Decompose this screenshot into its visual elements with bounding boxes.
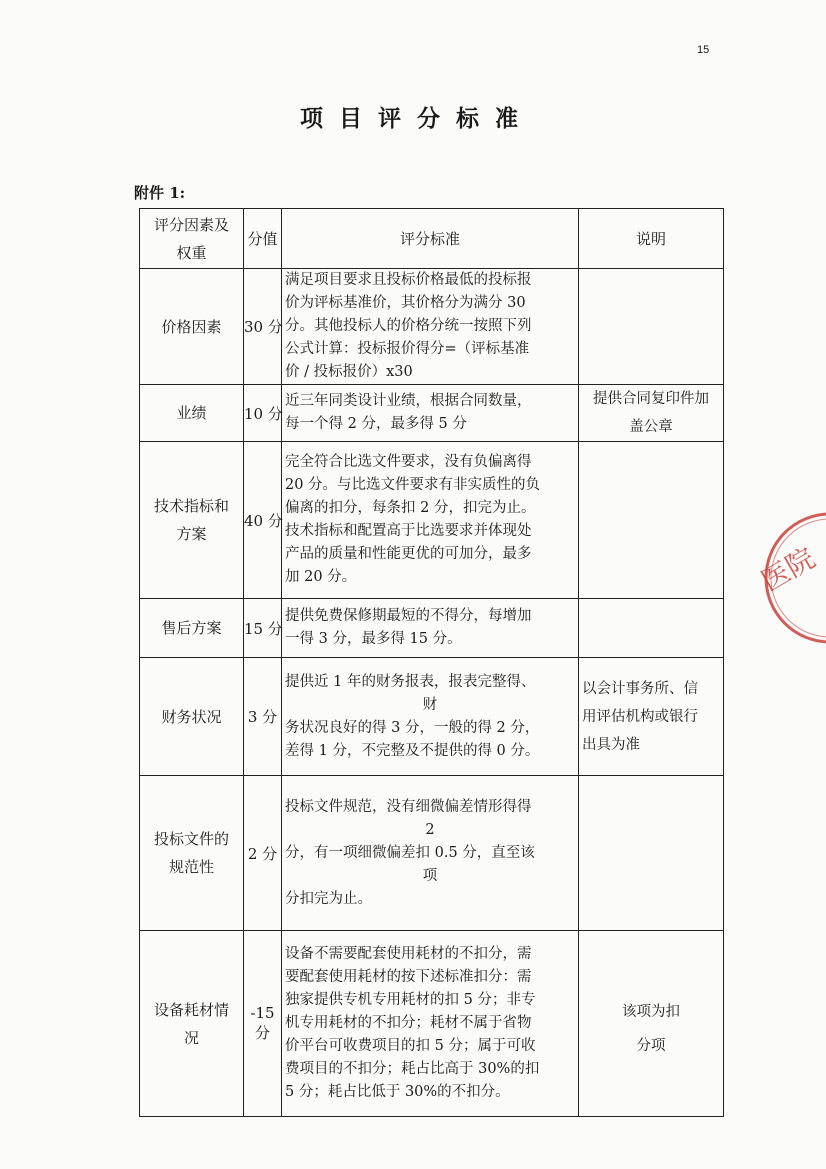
standard-cell-line: 务状况良好的得 3 分，一般的得 2 分， (285, 719, 540, 736)
standard-cell-line: 20 分。与比选文件要求有非实质性的负 (285, 477, 541, 493)
standard-cell-line: 满足项目要求且投标价格最低的投标报 (285, 272, 532, 288)
standard-cell-line: 独家提供专机专用耗材的扣 5 分；非专 (285, 992, 536, 1008)
note-cell-line: 该项为扣 (622, 1003, 680, 1020)
standard-cell-line: 差得 1 分，不完整及不提供的得 0 分。 (285, 742, 540, 759)
standard-cell-line: 分扣完为止。 (285, 890, 372, 907)
factor-cell (140, 442, 244, 599)
standard-cell-line: 公式计算：投标报价得分=（评标基准 (285, 341, 530, 357)
header-standard: 评分标准 (282, 209, 579, 269)
note-cell-line: 出具为准 (582, 736, 640, 753)
score-cell (244, 385, 282, 442)
factor-cell (140, 385, 244, 442)
table-row (140, 385, 724, 442)
standard-cell-line: 价为评标基准价，其价格分为满分 30 (285, 295, 526, 311)
note-cell-line: 以会计事务所、信 (582, 680, 698, 697)
score-cell-line: 分 (254, 1024, 270, 1042)
standard-cell-line: 完全符合比选文件要求，没有负偏离得 (285, 454, 532, 470)
header-note: 说明 (579, 209, 724, 269)
factor-cell-line: 规范性 (168, 858, 214, 876)
factor-cell-line: 业绩 (176, 404, 207, 422)
standard-cell-line: 偏离的扣分，每条扣 2 分，扣完为止。 (285, 500, 536, 516)
score-cell-line: 40 分 (244, 511, 283, 530)
page-number: 15 (697, 44, 710, 56)
table-row (140, 442, 724, 599)
standard-cell-line: 加 20 分。 (285, 569, 357, 585)
standard-cell (282, 931, 579, 1117)
factor-cell-line: 投标文件的 (153, 830, 229, 848)
score-cell (244, 776, 282, 931)
standard-cell-line: 分，有一项细微偏差扣 0.5 分，直至该 (285, 844, 535, 861)
table-row (140, 599, 724, 658)
note-cell (579, 599, 724, 658)
standard-cell (282, 776, 579, 931)
table-header-row (140, 209, 724, 269)
standard-cell (282, 385, 579, 442)
scoring-table (139, 208, 724, 1117)
factor-cell (140, 269, 244, 385)
factor-cell-line: 方案 (176, 525, 207, 543)
note-cell-line: 用评估机构或银行 (582, 708, 698, 725)
factor-cell-line: 技术指标和 (153, 497, 229, 515)
factor-cell (140, 599, 244, 658)
standard-cell-line: 一得 3 分，最多得 15 分。 (285, 631, 462, 647)
standard-cell-line: 设备不需要配套使用耗材的不扣分，需 (285, 946, 532, 962)
standard-cell (282, 269, 579, 385)
factor-cell-line: 价格因素 (161, 317, 222, 336)
score-cell (244, 931, 282, 1117)
svg-text:医院: 医院 (755, 541, 821, 598)
note-cell (579, 269, 724, 385)
score-cell-line: 30 分 (244, 318, 283, 336)
standard-cell-line: 财 (422, 696, 438, 713)
note-cell-line: 提供合同复印件加 (593, 391, 709, 407)
table-row (140, 776, 724, 931)
factor-cell (140, 931, 244, 1117)
header-score: 分值 (244, 209, 282, 269)
factor-cell-line: 售后方案 (161, 619, 222, 637)
note-cell (579, 658, 724, 776)
standard-cell-line: 提供免费保修期最短的不得分，每增加 (285, 608, 532, 624)
standard-cell (282, 658, 579, 776)
standard-cell-line: 2 (425, 821, 435, 838)
note-cell (579, 385, 724, 442)
standard-cell (282, 599, 579, 658)
standard-cell-line: 每一个得 2 分，最多得 5 分 (285, 416, 467, 432)
attachment-label: 附件 1: (134, 184, 186, 202)
note-cell-line: 盖公章 (629, 419, 673, 435)
header-factor-line-1: 评分因素及 (153, 215, 229, 234)
score-cell-line: 15 分 (244, 619, 283, 638)
score-cell-line: 3 分 (247, 708, 278, 726)
header-factor-line-2: 权重 (176, 243, 207, 262)
factor-cell-line: 财务状况 (161, 707, 222, 726)
standard-cell-line: 价平台可收费项目的扣 5 分；属于可收 (285, 1038, 536, 1054)
standard-cell-line: 近三年同类设计业绩，根据合同数量， (285, 393, 532, 409)
standard-cell-line: 费项目的不扣分；耗占比高于 30%的扣 (285, 1061, 540, 1077)
standard-cell-line: 价 / 投标报价）x30 (285, 364, 413, 380)
standard-cell-line: 机专用耗材的不扣分；耗材不属于省物 (285, 1015, 532, 1031)
note-cell (579, 776, 724, 931)
seal-stamp (752, 508, 826, 648)
page-title: 项目评分标准 (300, 105, 534, 132)
standard-cell (282, 442, 579, 599)
score-cell-line: -15 (250, 1004, 275, 1022)
factor-cell-line: 设备耗材情 (153, 1000, 229, 1019)
factor-cell (140, 776, 244, 931)
standard-cell-line: 技术指标和配置高于比选要求并体现处 (285, 523, 532, 539)
note-cell (579, 931, 724, 1117)
standard-cell-line: 提供近 1 年的财务报表，报表完整得、 (285, 673, 536, 690)
table-body (140, 269, 724, 1117)
standard-cell-line: 分。其他投标人的价格分统一按照下列 (285, 318, 532, 334)
score-cell (244, 599, 282, 658)
header-factor (140, 209, 244, 269)
standard-cell-line: 要配套使用耗材的按下述标准扣分：需 (285, 969, 532, 985)
score-cell (244, 442, 282, 599)
note-cell-line: 分项 (636, 1037, 666, 1054)
score-cell (244, 658, 282, 776)
standard-cell-line: 项 (422, 867, 438, 884)
standard-cell-line: 投标文件规范，没有细微偏差情形得得 (285, 798, 532, 815)
note-cell (579, 442, 724, 599)
factor-cell (140, 658, 244, 776)
standard-cell-line: 5 分；耗占比低于 30%的不扣分。 (285, 1084, 510, 1100)
table-row (140, 269, 724, 385)
score-cell-line: 2 分 (247, 844, 278, 863)
score-cell (244, 269, 282, 385)
table-row (140, 658, 724, 776)
factor-cell-line: 况 (183, 1028, 199, 1047)
score-cell-line: 10 分 (244, 404, 283, 423)
standard-cell-line: 产品的质量和性能更优的可加分，最多 (285, 546, 532, 562)
table-row (140, 931, 724, 1117)
